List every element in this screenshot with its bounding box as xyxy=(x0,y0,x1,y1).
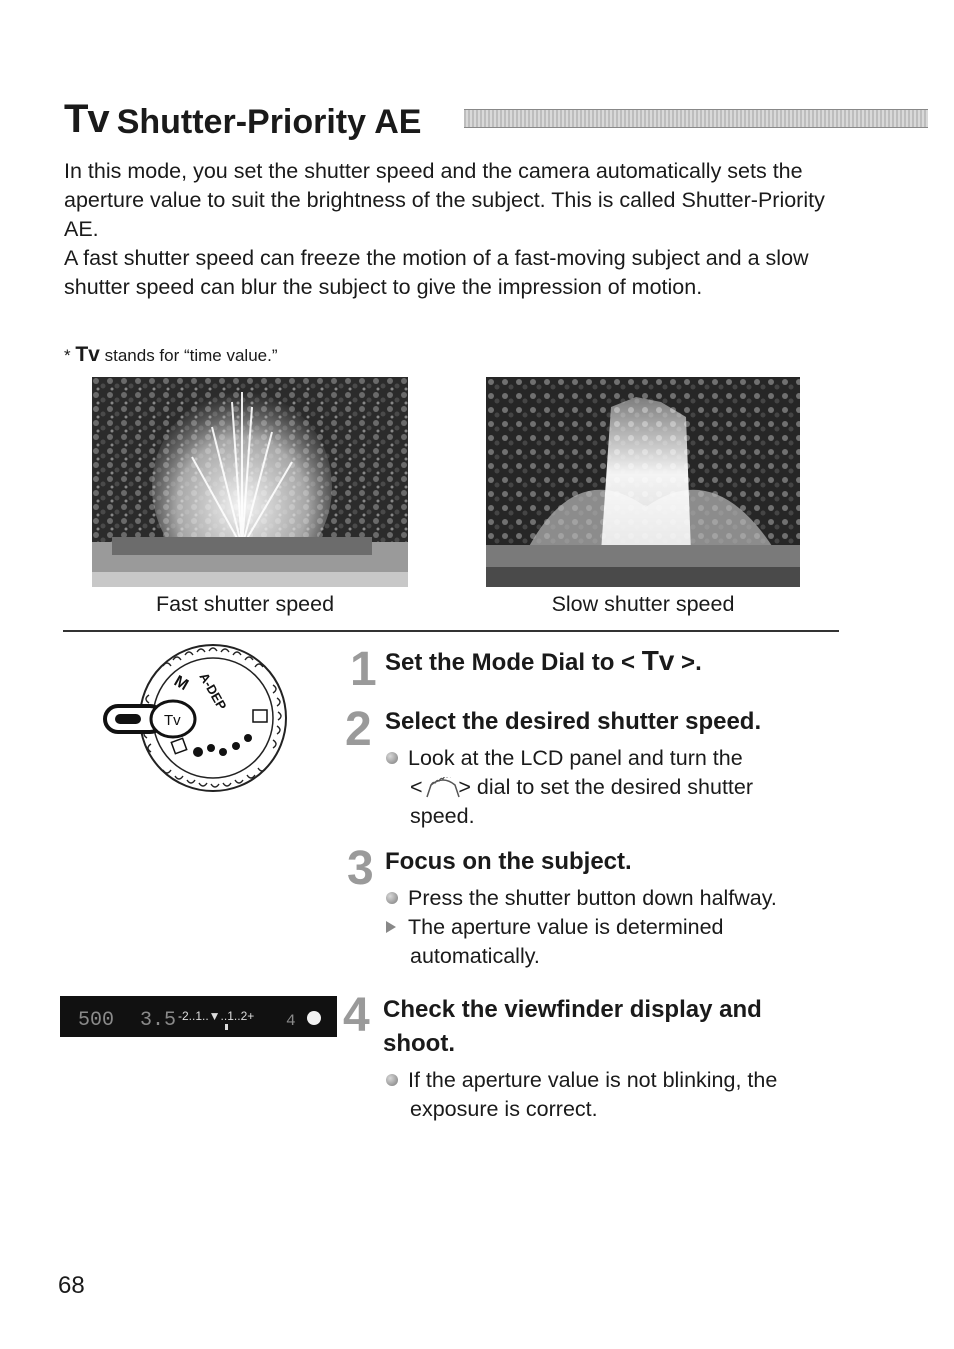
step-4-bullet-line-2: exposure is correct. xyxy=(410,1097,598,1121)
page-number: 68 xyxy=(58,1272,85,1299)
step-4-heading-line-2: shoot. xyxy=(383,1030,455,1057)
step-2-heading: Select the desired shutter speed. xyxy=(385,708,762,735)
fountain-fast-image xyxy=(92,377,408,587)
viewfinder-display xyxy=(60,996,337,1037)
bullet-dot-icon xyxy=(386,892,398,904)
tv-footnote xyxy=(64,343,278,367)
intro-paragraph-1: In this mode, you set the shutter speed and the camera automatically sets the aperture value to suit the brightness of the subject. This is called Shutter-Priority AE. xyxy=(64,159,825,241)
title-decor-bar xyxy=(464,109,928,128)
section-divider xyxy=(63,630,839,632)
step-2-bullet-line-2: < > dial to set the desired shutter xyxy=(410,775,754,799)
title-text: Shutter-Priority AE xyxy=(116,103,422,141)
fountain-slow-image xyxy=(486,377,800,587)
step-1-heading-pre: Set the Mode Dial to < xyxy=(385,649,642,676)
photo-slow-shutter xyxy=(486,377,800,587)
step-number-3: 3 xyxy=(347,842,374,895)
step-3-bullet-1: Press the shutter button down halfway. xyxy=(386,884,846,913)
step-4-bullets xyxy=(386,1066,846,1124)
tv-mode-symbol: Tv xyxy=(64,97,109,141)
vf-focus-confirm-icon xyxy=(307,1011,321,1025)
photo-fast-shutter xyxy=(92,377,408,587)
intro-text xyxy=(64,157,864,302)
mode-dial-icon xyxy=(103,640,303,800)
step-3-bullets xyxy=(386,884,846,971)
step-number-2: 2 xyxy=(345,703,372,756)
bullet-dot-icon xyxy=(386,752,398,764)
vf-exposure-scale: -2..1..▼..1..2+ xyxy=(178,1009,255,1023)
step-3-result-line-2: automatically. xyxy=(410,944,540,968)
step-number-4: 4 xyxy=(343,989,370,1042)
mode-dial-illustration xyxy=(103,640,303,800)
step-2-bullets xyxy=(386,744,846,831)
dial-m-label: M xyxy=(171,672,192,695)
step-4-heading xyxy=(383,993,853,1061)
dial-adep-label: A-DEP xyxy=(196,670,230,713)
dial-tv-label: Tv xyxy=(164,712,181,729)
step-3-heading: Focus on the subject. xyxy=(385,848,632,875)
footnote-tv: Tv xyxy=(75,343,100,366)
step-1-heading-tv: Tv xyxy=(641,645,675,676)
caption-fast: Fast shutter speed xyxy=(155,592,335,616)
caption-slow: Slow shutter speed xyxy=(551,592,735,616)
footnote-star: * xyxy=(64,346,71,365)
step-1-heading xyxy=(385,644,702,680)
footnote-text: stands for “time value.” xyxy=(104,346,278,365)
vf-shutter-value: 500 xyxy=(78,1009,115,1032)
intro-paragraph-2: A fast shutter speed can freeze the motion of a fast-moving subject and a slow shutter speed can blur the subject to give the impression of motion. xyxy=(64,246,809,299)
step-2-bullet-line-3: speed. xyxy=(410,804,475,828)
vf-extra-value: 4 xyxy=(286,1012,296,1030)
page-title xyxy=(64,94,421,142)
step-4-heading-line-1: Check the viewfinder display and xyxy=(383,996,762,1023)
result-arrow-icon xyxy=(386,921,396,933)
viewfinder-lcd xyxy=(60,996,337,1037)
vf-aperture-value: 3.5 xyxy=(140,1009,177,1032)
step-4-bullet-line-1: If the aperture value is not blinking, the xyxy=(386,1066,846,1095)
main-dial-icon xyxy=(423,777,463,799)
step-3-result-line-1: The aperture value is determined xyxy=(386,913,846,942)
step-number-1: 1 xyxy=(350,643,377,696)
step-1-heading-post: >. xyxy=(674,649,702,676)
bullet-dot-icon xyxy=(386,1074,398,1086)
step-2-bullet-line-1: Look at the LCD panel and turn the xyxy=(386,744,846,773)
